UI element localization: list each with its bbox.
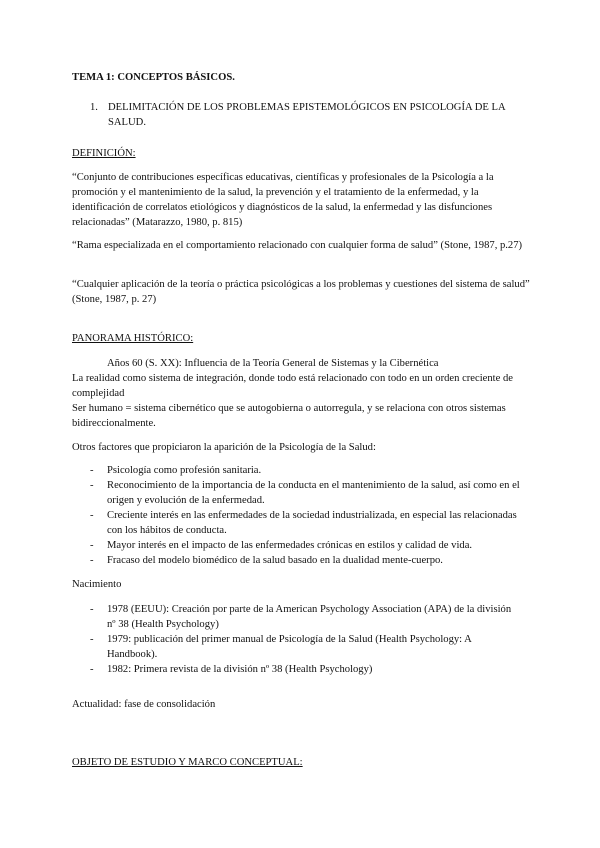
nacimiento-list	[72, 602, 522, 677]
factors-intro: Otros factores que propiciaron la aparición de la Psicología de la Salud:	[72, 442, 376, 453]
list-item: - 1979: publicación del primer manual de Psicología de la Salud (Health Psychology: A Handbook).	[90, 634, 472, 660]
human-paragraph: Ser humano = sistema cibernético que se autogobierna o autorregula, y se relaciona con otros sistemas bidireccionalmente.	[72, 403, 506, 429]
list-item: - Psicología como profesión sanitaria.	[90, 465, 262, 476]
list-item: - 1982: Primera revista de la división nº 38 (Health Psychology)	[90, 664, 373, 675]
actualidad-line: Actualidad: fase de consolidación	[72, 699, 216, 710]
list-item: - Reconocimiento de la importancia de la conducta en el mantenimiento de la salud, así como en el origen y evolución de la enfermedad.	[90, 480, 520, 506]
definicion-heading: DEFINICIÓN:	[72, 148, 136, 159]
panorama-heading: PANORAMA HISTÓRICO:	[72, 333, 194, 344]
years-60-line: Años 60 (S. XX): Influencia de la Teoría General de Sistemas y la Cibernética	[107, 358, 439, 369]
factors-list	[72, 463, 522, 568]
definition-quote-stone-2: “Cualquier aplicación de la teoría o práctica psicológicas a los problemas y cuestiones del sistema de salud” (Stone, 1987, p. 27)	[72, 279, 530, 305]
nacimiento-label: Nacimiento	[72, 579, 122, 590]
reality-paragraph: La realidad como sistema de integración, donde todo está relacionado con todo en un orden creciente de complejidad	[72, 373, 513, 399]
definition-quote-stone-1: “Rama especializada en el comportamiento relacionado con cualquier forma de salud” (Stone, 1987, p.27)	[72, 240, 523, 251]
list-item: - Mayor interés en el impacto de las enfermedades crónicas en estilos y calidad de vida.	[90, 540, 473, 551]
list-item: - Fracaso del modelo biomédico de la salud basado en la dualidad mente-cuerpo.	[90, 555, 443, 566]
section-1-text: DELIMITACIÓN DE LOS PROBLEMAS EPISTEMOLÓGICOS EN PSICOLOGÍA DE LA SALUD.	[108, 102, 506, 128]
definition-quote-matarazzo: “Conjunto de contribuciones específicas educativas, científicas y profesionales de la Psicología a la promoción y el mantenimiento de la salud, la prevención y el tratamiento de la enfermedad, y la identificación de correlatos etiológicos y diagnósticos de la salud, la enfermedad y las disfunciones relacionadas” (Matarazzo, 1980, p. 815)	[72, 172, 494, 228]
section-1-number: 1.	[90, 102, 98, 113]
list-item: - 1978 (EEUU): Creación por parte de la American Psychology Association (APA) de la división nº 38 (Health Psychology)	[90, 604, 512, 630]
list-item: - Creciente interés en las enfermedades de la sociedad industrializada, en especial las relacionadas con los hábitos de conducta.	[90, 510, 517, 536]
objeto-heading: OBJETO DE ESTUDIO Y MARCO CONCEPTUAL:	[72, 757, 303, 768]
document-title: TEMA 1: CONCEPTOS BÁSICOS.	[72, 72, 235, 83]
